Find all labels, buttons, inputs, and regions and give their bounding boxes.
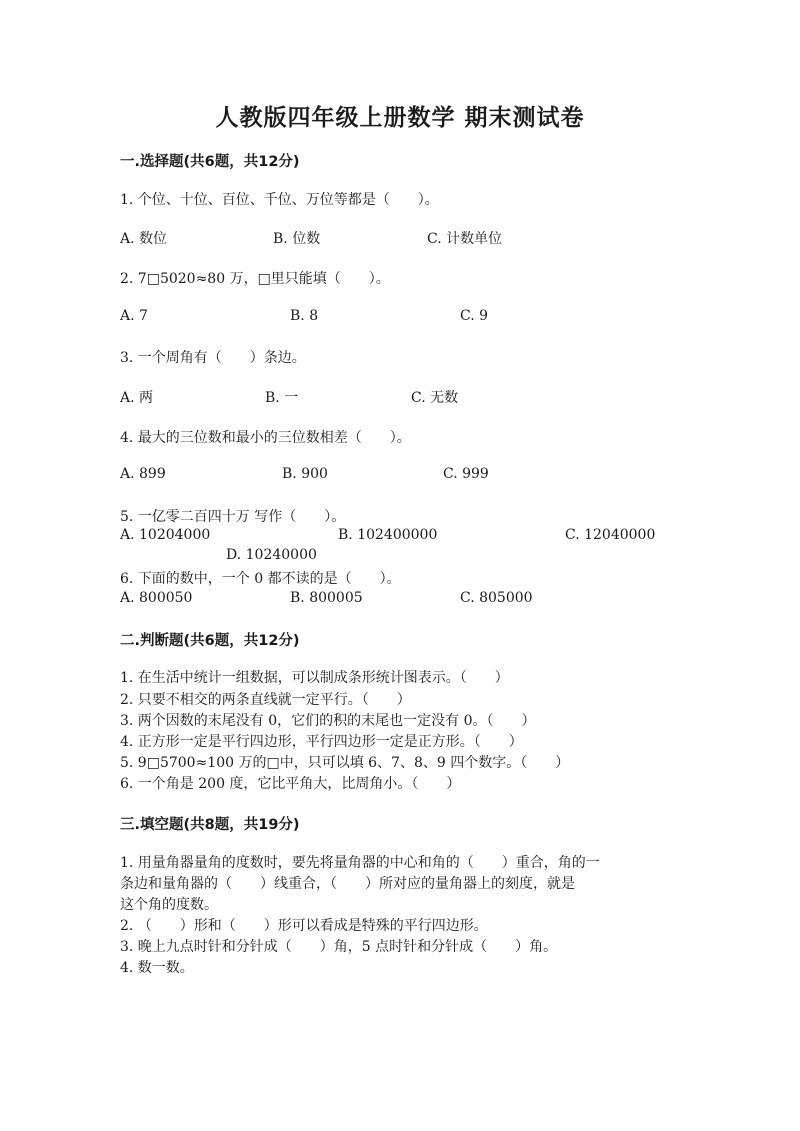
option-a: A. 7 xyxy=(120,308,148,324)
option-b: B. 900 xyxy=(282,466,328,482)
question-text: 4. 正方形一定是平行四边形，平行四边形一定是正方形。（ ） xyxy=(120,734,523,750)
section-heading-judgement: 二.判断题(共6题，共12分) xyxy=(120,633,300,649)
option-b: B. 800005 xyxy=(290,590,363,606)
question-text: 2. 7□5020≈80 万，□里只能填（ ）。 xyxy=(120,271,390,287)
question-text: 5. 9□5700≈100 万的□中，只可以填 6、7、8、9 四个数字。（ ） xyxy=(120,755,570,771)
section-heading-fill-in: 三.填空题(共8题，共19分) xyxy=(120,817,300,833)
option-c: C. 805000 xyxy=(460,590,533,606)
question-text: 2. （ ）形和（ ）形可以看成是特殊的平行四边形。 xyxy=(120,918,488,934)
option-c: C. 999 xyxy=(443,466,489,482)
option-a: A. 数位 xyxy=(120,231,168,247)
option-a: A. 10204000 xyxy=(120,527,211,543)
question-text-line: 条边和量角器的（ ）线重合，（ ）所对应的量角器上的刻度，就是 xyxy=(120,876,575,892)
option-c: C. 12040000 xyxy=(565,527,656,543)
question-text: 2. 只要不相交的两条直线就一定平行。（ ） xyxy=(120,692,411,708)
option-c: C. 无数 xyxy=(411,390,459,406)
question-text: 3. 一个周角有（ ）条边。 xyxy=(120,350,306,366)
section-heading-choice: 一.选择题(共6题，共12分) xyxy=(120,154,300,170)
option-c: C. 计数单位 xyxy=(427,231,503,247)
question-text: 1. 在生活中统计一组数据，可以制成条形统计图表示。（ ） xyxy=(120,670,509,686)
question-text: 4. 数一数。 xyxy=(120,960,194,976)
question-text: 3. 晚上九点时针和分针成（ ）角，5 点时针和分针成（ ）角。 xyxy=(120,939,558,955)
question-text: 1. 个位、十位、百位、千位、万位等都是（ ）。 xyxy=(120,192,439,208)
option-b: B. 位数 xyxy=(273,231,321,247)
question-text: 6. 一个角是 200 度，它比平角大，比周角小。（ ） xyxy=(120,776,461,792)
option-a: A. 两 xyxy=(120,390,154,406)
option-b: B. 8 xyxy=(290,308,319,324)
option-d: D. 10240000 xyxy=(226,547,317,563)
question-text-line: 1. 用量角器量角的度数时，要先将量角器的中心和角的（ ）重合，角的一 xyxy=(120,855,600,871)
option-b: B. 一 xyxy=(265,390,299,406)
question-text: 5. 一亿零二百四十万 写作（ ）。 xyxy=(120,509,346,525)
option-c: C. 9 xyxy=(460,308,489,324)
question-text: 4. 最大的三位数和最小的三位数相差（ ）。 xyxy=(120,430,411,446)
question-text: 6. 下面的数中，一个 0 都不读的是（ ）。 xyxy=(120,571,401,587)
option-a: A. 899 xyxy=(120,466,166,482)
option-a: A. 800050 xyxy=(120,590,193,606)
question-text-line: 这个角的度数。 xyxy=(120,897,218,913)
page-title: 人教版四年级上册数学 期末测试卷 xyxy=(215,105,585,131)
question-text: 3. 两个因数的末尾没有 0，它们的积的末尾也一定没有 0。（ ） xyxy=(120,713,536,729)
option-b: B. 102400000 xyxy=(338,527,438,543)
